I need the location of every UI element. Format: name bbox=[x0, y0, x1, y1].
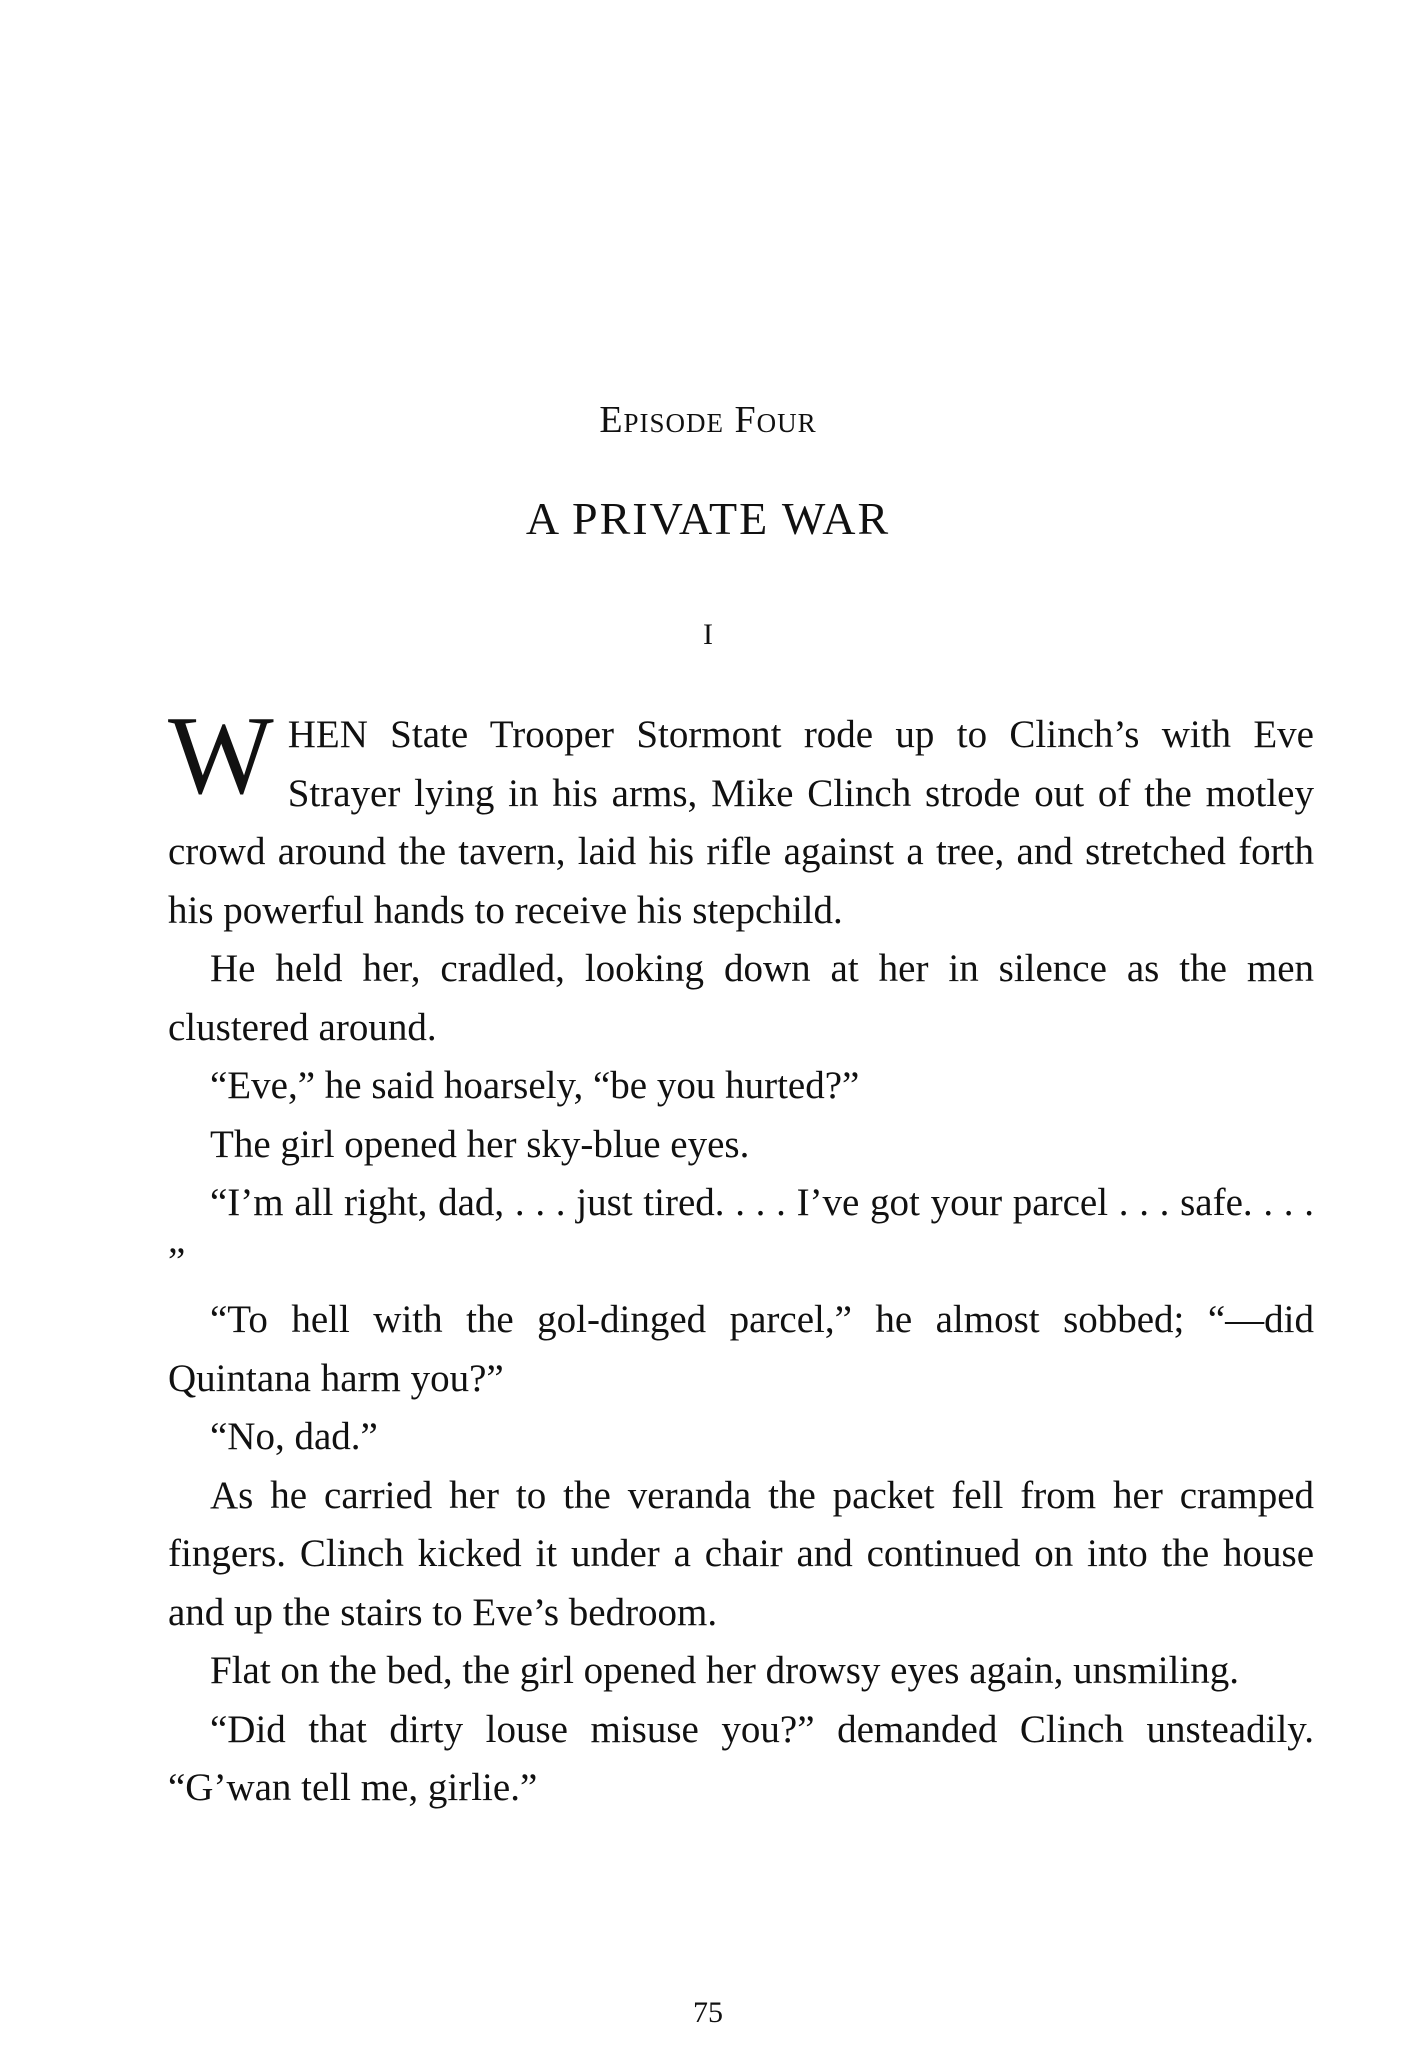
paragraph: The girl opened her sky-blue eyes. bbox=[210, 1122, 750, 1166]
paragraph bbox=[168, 694, 1314, 940]
paragraph: “I’m all right, dad, . . . just tired. . . . I’ve got your parcel . . . safe. . . . ” bbox=[168, 1181, 1314, 1283]
paragraph: “Eve,” he said hoarsely, “be you hurted?” bbox=[210, 1064, 860, 1107]
body-text bbox=[168, 694, 1314, 1818]
paragraph: “Did that dirty louse misuse you?” demanded Clinch unsteadily. “G’wan tell me, girlie.” bbox=[168, 1707, 1314, 1809]
episode-heading: Episode Four bbox=[599, 399, 817, 441]
paragraph: “No, dad.” bbox=[210, 1415, 378, 1458]
section-number: I bbox=[703, 618, 713, 651]
chapter-title: A PRIVATE WAR bbox=[525, 493, 891, 544]
paragraph: “To hell with the gol-dinged parcel,” he almost sobbed; “—did Quintana harm you?” bbox=[168, 1298, 1314, 1400]
page-number: 75 bbox=[693, 1996, 723, 2029]
paragraph: Flat on the bed, the girl opened her drowsy eyes again, unsmiling. bbox=[210, 1649, 1239, 1692]
drop-cap: W bbox=[168, 694, 274, 818]
paragraph: He held her, cradled, looking down at her in silence as the men clustered around. bbox=[168, 947, 1314, 1049]
paragraph: As he carried her to the veranda the packet fell from her cramped fingers. Clinch kicked it under a chair and continued on into the house and up the stairs to Eve’s bedroom. bbox=[168, 1473, 1314, 1634]
paragraph-text: HEN State Trooper Stormont rode up to Clinch’s with Eve Strayer lying in his arms, Mike Clinch strode out of the motley crowd around the tavern, laid his rifle against a tree, and stretched forth his powerful hands to receive his stepchild. bbox=[168, 713, 1314, 932]
